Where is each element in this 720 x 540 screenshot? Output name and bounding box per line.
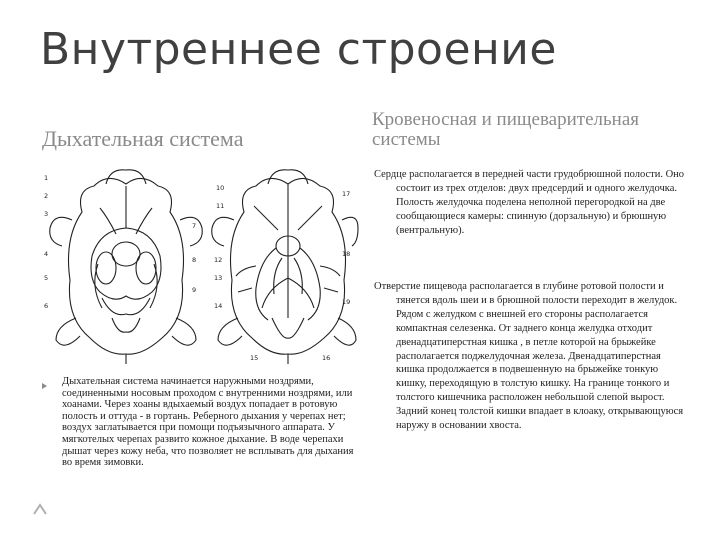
figure-label: 8 bbox=[192, 256, 197, 264]
respiratory-paragraph: Дыхательная система начинается наружными ноздрями, соединенными носовым проходом с внутренними ноздрями, или хоанами. Через хоаны вдыхаемый воздух попадает в ротовую полость и оттуда - в гортань. Реберного дыхания у черепах нет; воздух заглатывается при помощи подъязычного аппарата. У мягкотелых черепах развито кожное дыхание. В воде черепахи дышат через кожу неба, что позволяет не всплывать для дыхания во время зимовки. bbox=[62, 376, 354, 469]
figure-label: 1 bbox=[44, 174, 49, 182]
figure-label: 2 bbox=[44, 192, 49, 200]
figure-label: 9 bbox=[192, 286, 197, 294]
slide-nav-icon[interactable] bbox=[32, 502, 48, 516]
figure-label: 5 bbox=[44, 274, 49, 282]
figure-label: 10 bbox=[216, 184, 225, 192]
figure-label: 3 bbox=[44, 210, 49, 218]
figure-label: 12 bbox=[214, 256, 223, 264]
figure-label: 6 bbox=[44, 302, 49, 310]
figure-label: 7 bbox=[192, 222, 197, 230]
respiratory-heading: Дыхательная система bbox=[42, 126, 244, 151]
triangle-bullet-icon bbox=[42, 383, 47, 389]
figure-label: 18 bbox=[342, 250, 351, 258]
turtle-anatomy-figure bbox=[42, 168, 360, 364]
figure-label: 15 bbox=[250, 354, 259, 362]
figure-label: 13 bbox=[214, 274, 223, 282]
figure-label: 16 bbox=[322, 354, 331, 362]
figure-label: 17 bbox=[342, 190, 351, 198]
figure-label: 4 bbox=[44, 250, 49, 258]
circulatory-digestive-heading: Кровеносная и пищеварительная системы bbox=[372, 109, 639, 150]
slide-title: Внутреннее строение bbox=[40, 24, 557, 75]
figure-label: 11 bbox=[216, 202, 225, 210]
digestive-paragraph: Отверстие пищевода располагается в глубине ротовой полости и тянется вдоль шеи и в брюшной полости переходит в желудок. Рядом с желудком с внешней его стороны располагается компактная селезенка. От заднего конца желудка отходит двенадцатиперстная кишка , в петле которой на брыжейке располагается поджелудочная железа. Двенадцатиперстная кишка продолжается в подвешенную на брыжейке тонкую кишку, переходящую в толстую кишку. На границе тонкого и толстого кишечника расположен небольшой слепой вырост. Задний конец толстой кишки впадает в клоаку, открывающуюся наружу в основании хвоста. bbox=[374, 281, 684, 432]
circulatory-paragraph: Сердце располагается в передней части грудобрюшной полости. Оно состоит из трех отделов: двух предсердий и одного желудочка. Полость желудочка поделена неполной перегородкой на две сообщающиеся камеры: спинную (дорзальную) и брюшную (вентральную). bbox=[374, 169, 685, 236]
figure-label: 14 bbox=[214, 302, 223, 310]
figure-label: 19 bbox=[342, 298, 351, 306]
